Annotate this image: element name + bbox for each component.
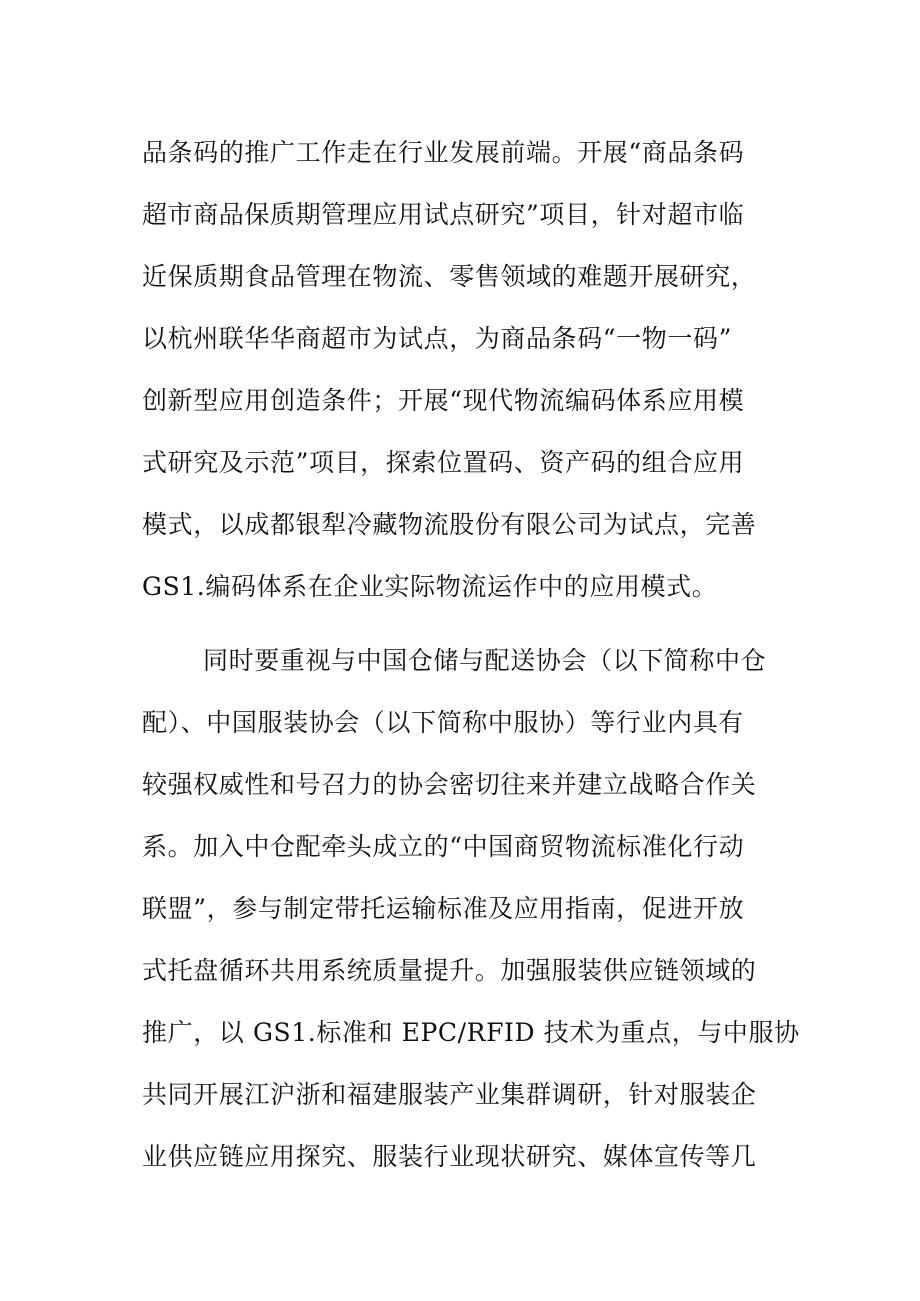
- paragraph-line: 近保质期食品管理在物流、零售领域的难题开展研究，: [142, 262, 757, 291]
- paragraph-line: 配）、中国服装协会（以下简称中服协）等行业内具有: [142, 708, 744, 737]
- paragraph-line: 共同开展江沪浙和福建服装产业集群调研，针对服装企: [142, 1080, 757, 1109]
- paragraph-line: 以杭州联华华商超市为试点，为商品条码“一物一码”: [142, 324, 732, 353]
- paragraph-line: 业供应链应用探究、服装行业现状研究、媒体宣传等几: [142, 1142, 757, 1171]
- paragraph-line: 创新型应用创造条件；开展“现代物流编码体系应用模: [142, 386, 745, 415]
- paragraph-line: 式研究及示范”项目，探索位置码、资产码的组合应用: [142, 448, 745, 477]
- paragraph-line: GS1.编码体系在企业实际物流运作中的应用模式。: [142, 572, 718, 601]
- paragraph-line: 同时要重视与中国仓储与配送协会（以下简称中仓: [203, 646, 767, 675]
- paragraph-line: 联盟”，参与制定带托运输标准及应用指南，促进开放: [142, 894, 745, 923]
- paragraph-line: 式托盘循环共用系统质量提升。加强服装供应链领域的: [142, 956, 757, 985]
- paragraph-line: 系。加入中仓配牵头成立的“中国商贸物流标准化行动: [142, 832, 745, 861]
- paragraph-line: 品条码的推广工作走在行业发展前端。开展“商品条码: [142, 138, 745, 167]
- paragraph-line: 较强权威性和号召力的协会密切往来并建立战略合作关: [142, 770, 757, 799]
- paragraph-line: 模式，以成都银犁冷藏物流股份有限公司为试点，完善: [142, 510, 757, 539]
- paragraph-line: 超市商品保质期管理应用试点研究”项目，针对超市临: [142, 200, 745, 229]
- paragraph-line: 推广，以 GS1.标准和 EPC/RFID 技术为重点，与中服协: [142, 1018, 800, 1047]
